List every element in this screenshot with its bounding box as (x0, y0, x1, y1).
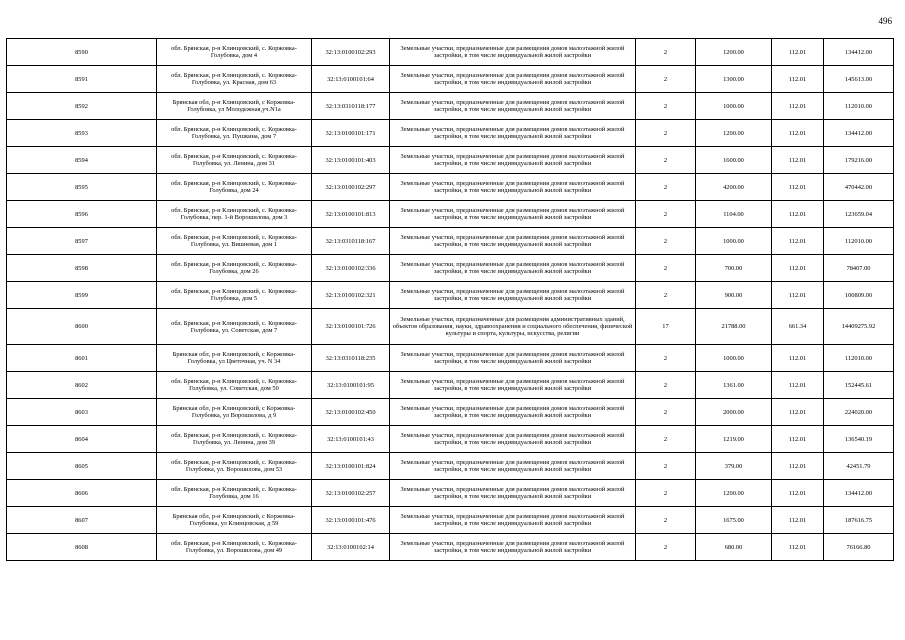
group-cell: 2 (636, 426, 696, 453)
area-cell: 1000.00 (696, 93, 772, 120)
specific-value-cell: 661.34 (772, 309, 824, 345)
area-cell: 1000.00 (696, 228, 772, 255)
cadastral-number-cell: 32:13:0100102:336 (312, 255, 390, 282)
address-cell: обл. Брянская, р-н Клинцовский, с. Коржовка-Голубовка, ул. Ворошилова, дом 53 (157, 453, 312, 480)
specific-value-cell: 112.01 (772, 345, 824, 372)
row-number: 8601 (7, 345, 157, 372)
land-use-cell: Земельные участки, предназначенные для размещения домов малоэтажной жилой застройки, в том числе индивидуальной жилой застройки (390, 480, 636, 507)
cadastral-number-cell: 32:13:0100101:726 (312, 309, 390, 345)
land-use-cell: Земельные участки, предназначенные для размещения домов малоэтажной жилой застройки, в том числе индивидуальной жилой застройки (390, 372, 636, 399)
area-cell: 4200.00 (696, 174, 772, 201)
cadastral-number-cell: 32:13:0100102:293 (312, 39, 390, 66)
group-cell: 2 (636, 345, 696, 372)
cadastral-value-cell: 187616.75 (824, 507, 894, 534)
page-number: 496 (878, 16, 892, 26)
specific-value-cell: 112.01 (772, 147, 824, 174)
cadastral-number-cell: 32:13:0310118:177 (312, 93, 390, 120)
cadastral-number-cell: 32:13:0100101:171 (312, 120, 390, 147)
address-cell: Брянская обл, р-н Клинцовский, с Коржовка-Голубовка, ул Клинцовская, д 59 (157, 507, 312, 534)
land-use-cell: Земельные участки, предназначенные для размещения домов малоэтажной жилой застройки, в том числе индивидуальной жилой застройки (390, 507, 636, 534)
cadastral-value-cell: 112010.00 (824, 345, 894, 372)
address-cell: обл. Брянская, р-н Клинцовский, с. Коржовка-Голубовка, дом 5 (157, 282, 312, 309)
row-number: 8608 (7, 534, 157, 561)
row-number: 8602 (7, 372, 157, 399)
cadastral-value-cell: 224020.00 (824, 399, 894, 426)
group-cell: 2 (636, 534, 696, 561)
group-cell: 2 (636, 480, 696, 507)
address-cell: обл. Брянская, р-н Клинцовский, с. Коржовка-Голубовка, ул. Советская, дом 50 (157, 372, 312, 399)
land-use-cell: Земельные участки, предназначенные для размещения административных зданий, объектов образования, науки, здравоохранения и социального обеспечения, физической культуры и спорта, культуры, искусства, религии (390, 309, 636, 345)
area-cell: 1361.00 (696, 372, 772, 399)
address-cell: обл. Брянская, р-н Клинцовский, с. Коржовка-Голубовка, ул. Ленина, дом 31 (157, 147, 312, 174)
table-row (7, 507, 894, 534)
specific-value-cell: 112.01 (772, 120, 824, 147)
specific-value-cell: 112.01 (772, 372, 824, 399)
row-number: 8606 (7, 480, 157, 507)
group-cell: 2 (636, 255, 696, 282)
address-cell: обл. Брянская, р-н Клинцовский, с. Коржовка-Голубовка, ул. Ворошилова, дом 49 (157, 534, 312, 561)
row-number: 8597 (7, 228, 157, 255)
group-cell: 2 (636, 399, 696, 426)
row-number: 8596 (7, 201, 157, 228)
specific-value-cell: 112.01 (772, 174, 824, 201)
table-body (7, 39, 894, 561)
row-number: 8594 (7, 147, 157, 174)
group-cell: 2 (636, 282, 696, 309)
cadastral-number-cell: 32:13:0100101:64 (312, 66, 390, 93)
cadastral-value-cell: 136540.19 (824, 426, 894, 453)
address-cell: Брянская обл, р-н Клинцовский, с Коржовка-Голубовка, ул Молодежная,уч.N1а (157, 93, 312, 120)
cadastral-value-cell: 76166.80 (824, 534, 894, 561)
address-cell: Брянская обл, р-н Клинцовский, с Коржовка-Голубовка, ул Цветочная, уч. N 34 (157, 345, 312, 372)
land-use-cell: Земельные участки, предназначенные для размещения домов малоэтажной жилой застройки, в том числе индивидуальной жилой застройки (390, 201, 636, 228)
table-row (7, 309, 894, 345)
cadastral-value-table (6, 38, 894, 561)
cadastral-number-cell: 32:13:0100101:43 (312, 426, 390, 453)
land-use-cell: Земельные участки, предназначенные для размещения домов малоэтажной жилой застройки, в том числе индивидуальной жилой застройки (390, 399, 636, 426)
cadastral-value-cell: 78407.00 (824, 255, 894, 282)
group-cell: 2 (636, 174, 696, 201)
cadastral-number-cell: 32:13:0310118:235 (312, 345, 390, 372)
row-number: 8593 (7, 120, 157, 147)
area-cell: 900.00 (696, 282, 772, 309)
row-number: 8591 (7, 66, 157, 93)
cadastral-number-cell: 32:13:0100101:403 (312, 147, 390, 174)
land-use-cell: Земельные участки, предназначенные для размещения домов малоэтажной жилой застройки, в том числе индивидуальной жилой застройки (390, 282, 636, 309)
specific-value-cell: 112.01 (772, 201, 824, 228)
specific-value-cell: 112.01 (772, 399, 824, 426)
cadastral-value-cell: 470442.00 (824, 174, 894, 201)
address-cell: обл. Брянская, р-н Клинцовский, с. Коржовка-Голубовка, ул. Советская, дом 7 (157, 309, 312, 345)
table-row (7, 147, 894, 174)
cadastral-number-cell: 32:13:0100102:450 (312, 399, 390, 426)
area-cell: 379.00 (696, 453, 772, 480)
area-cell: 2000.00 (696, 399, 772, 426)
specific-value-cell: 112.01 (772, 480, 824, 507)
area-cell: 1200.00 (696, 120, 772, 147)
specific-value-cell: 112.01 (772, 39, 824, 66)
specific-value-cell: 112.01 (772, 534, 824, 561)
land-use-cell: Земельные участки, предназначенные для размещения домов малоэтажной жилой застройки, в том числе индивидуальной жилой застройки (390, 93, 636, 120)
land-use-cell: Земельные участки, предназначенные для размещения домов малоэтажной жилой застройки, в том числе индивидуальной жилой застройки (390, 426, 636, 453)
specific-value-cell: 112.01 (772, 453, 824, 480)
group-cell: 2 (636, 93, 696, 120)
specific-value-cell: 112.01 (772, 255, 824, 282)
land-use-cell: Земельные участки, предназначенные для размещения домов малоэтажной жилой застройки, в том числе индивидуальной жилой застройки (390, 255, 636, 282)
group-cell: 2 (636, 39, 696, 66)
table-row (7, 345, 894, 372)
specific-value-cell: 112.01 (772, 66, 824, 93)
table-row (7, 93, 894, 120)
area-cell: 1200.00 (696, 480, 772, 507)
address-cell: обл. Брянская, р-н Клинцовский, с. Коржовка-Голубовка, дом 16 (157, 480, 312, 507)
address-cell: обл. Брянская, р-н Клинцовский, с. Коржовка-Голубовка, дом 4 (157, 39, 312, 66)
row-number: 8599 (7, 282, 157, 309)
cadastral-value-cell: 152445.61 (824, 372, 894, 399)
address-cell: Брянская обл, р-н Клинцовский, с Коржовка-Голубовка, ул Ворошилова, д 9 (157, 399, 312, 426)
group-cell: 2 (636, 507, 696, 534)
table-row (7, 282, 894, 309)
area-cell: 1200.00 (696, 39, 772, 66)
row-number: 8607 (7, 507, 157, 534)
table-row (7, 426, 894, 453)
cadastral-value-cell: 112010.00 (824, 93, 894, 120)
cadastral-value-cell: 14409275.92 (824, 309, 894, 345)
table-row (7, 174, 894, 201)
area-cell: 1219.00 (696, 426, 772, 453)
land-use-cell: Земельные участки, предназначенные для размещения домов малоэтажной жилой застройки, в том числе индивидуальной жилой застройки (390, 345, 636, 372)
area-cell: 1300.00 (696, 66, 772, 93)
table-row (7, 228, 894, 255)
table-row (7, 66, 894, 93)
group-cell: 17 (636, 309, 696, 345)
cadastral-value-cell: 42451.79 (824, 453, 894, 480)
area-cell: 21788.00 (696, 309, 772, 345)
address-cell: обл. Брянская, р-н Клинцовский, с. Коржовка-Голубовка, ул. Пушкина, дом 7 (157, 120, 312, 147)
table-row (7, 372, 894, 399)
table-row (7, 399, 894, 426)
specific-value-cell: 112.01 (772, 282, 824, 309)
group-cell: 2 (636, 66, 696, 93)
cadastral-number-cell: 32:13:0100101:476 (312, 507, 390, 534)
cadastral-number-cell: 32:13:0100102:297 (312, 174, 390, 201)
row-number: 8595 (7, 174, 157, 201)
cadastral-value-cell: 134412.00 (824, 120, 894, 147)
area-cell: 680.00 (696, 534, 772, 561)
cadastral-value-cell: 123659.04 (824, 201, 894, 228)
cadastral-number-cell: 32:13:0100101:824 (312, 453, 390, 480)
group-cell: 2 (636, 372, 696, 399)
cadastral-number-cell: 32:13:0310118:167 (312, 228, 390, 255)
land-use-cell: Земельные участки, предназначенные для размещения домов малоэтажной жилой застройки, в том числе индивидуальной жилой застройки (390, 39, 636, 66)
cadastral-value-cell: 134412.00 (824, 39, 894, 66)
group-cell: 2 (636, 120, 696, 147)
land-use-cell: Земельные участки, предназначенные для размещения домов малоэтажной жилой застройки, в том числе индивидуальной жилой застройки (390, 120, 636, 147)
table-row (7, 120, 894, 147)
cadastral-value-cell: 134412.00 (824, 480, 894, 507)
specific-value-cell: 112.01 (772, 228, 824, 255)
table-row (7, 39, 894, 66)
group-cell: 2 (636, 147, 696, 174)
table-row (7, 480, 894, 507)
group-cell: 2 (636, 453, 696, 480)
land-use-cell: Земельные участки, предназначенные для размещения домов малоэтажной жилой застройки, в том числе индивидуальной жилой застройки (390, 174, 636, 201)
cadastral-value-cell: 179216.00 (824, 147, 894, 174)
address-cell: обл. Брянская, р-н Клинцовский, с. Коржовка-Голубовка, ул. Красная, дом 63 (157, 66, 312, 93)
row-number: 8598 (7, 255, 157, 282)
cadastral-value-cell: 100809.00 (824, 282, 894, 309)
cadastral-number-cell: 32:13:0100102:257 (312, 480, 390, 507)
cadastral-value-cell: 145613.00 (824, 66, 894, 93)
area-cell: 700.00 (696, 255, 772, 282)
table-row (7, 534, 894, 561)
row-number: 8590 (7, 39, 157, 66)
specific-value-cell: 112.01 (772, 426, 824, 453)
land-use-cell: Земельные участки, предназначенные для размещения домов малоэтажной жилой застройки, в том числе индивидуальной жилой застройки (390, 534, 636, 561)
address-cell: обл. Брянская, р-н Клинцовский, с. Коржовка-Голубовка, дом 26 (157, 255, 312, 282)
table-row (7, 201, 894, 228)
row-number: 8600 (7, 309, 157, 345)
cadastral-number-cell: 32:13:0100101:95 (312, 372, 390, 399)
address-cell: обл. Брянская, р-н Клинцовский, с. Коржовка-Голубовка, ул. Вишневая, дом 1 (157, 228, 312, 255)
cadastral-number-cell: 32:13:0100102:321 (312, 282, 390, 309)
table-row (7, 255, 894, 282)
table-row (7, 453, 894, 480)
row-number: 8603 (7, 399, 157, 426)
area-cell: 1000.00 (696, 345, 772, 372)
area-cell: 1600.00 (696, 147, 772, 174)
land-use-cell: Земельные участки, предназначенные для размещения домов малоэтажной жилой застройки, в том числе индивидуальной жилой застройки (390, 228, 636, 255)
group-cell: 2 (636, 201, 696, 228)
specific-value-cell: 112.01 (772, 507, 824, 534)
address-cell: обл. Брянская, р-н Клинцовский, с. Коржовка-Голубовка, дом 24 (157, 174, 312, 201)
specific-value-cell: 112.01 (772, 93, 824, 120)
land-use-cell: Земельные участки, предназначенные для размещения домов малоэтажной жилой застройки, в том числе индивидуальной жилой застройки (390, 66, 636, 93)
address-cell: обл. Брянская, р-н Клинцовский, с. Коржовка-Голубовка, ул. Ленина, дом 39 (157, 426, 312, 453)
land-use-cell: Земельные участки, предназначенные для размещения домов малоэтажной жилой застройки, в том числе индивидуальной жилой застройки (390, 453, 636, 480)
row-number: 8604 (7, 426, 157, 453)
row-number: 8605 (7, 453, 157, 480)
area-cell: 1104.00 (696, 201, 772, 228)
address-cell: обл. Брянская, р-н Клинцовский, с. Коржовка-Голубовка, пер. 1-й Ворошилова, дом 3 (157, 201, 312, 228)
cadastral-number-cell: 32:13:0100102:14 (312, 534, 390, 561)
land-use-cell: Земельные участки, предназначенные для размещения домов малоэтажной жилой застройки, в том числе индивидуальной жилой застройки (390, 147, 636, 174)
row-number: 8592 (7, 93, 157, 120)
area-cell: 1675.00 (696, 507, 772, 534)
cadastral-number-cell: 32:13:0100101:813 (312, 201, 390, 228)
cadastral-value-cell: 112010.00 (824, 228, 894, 255)
group-cell: 2 (636, 228, 696, 255)
